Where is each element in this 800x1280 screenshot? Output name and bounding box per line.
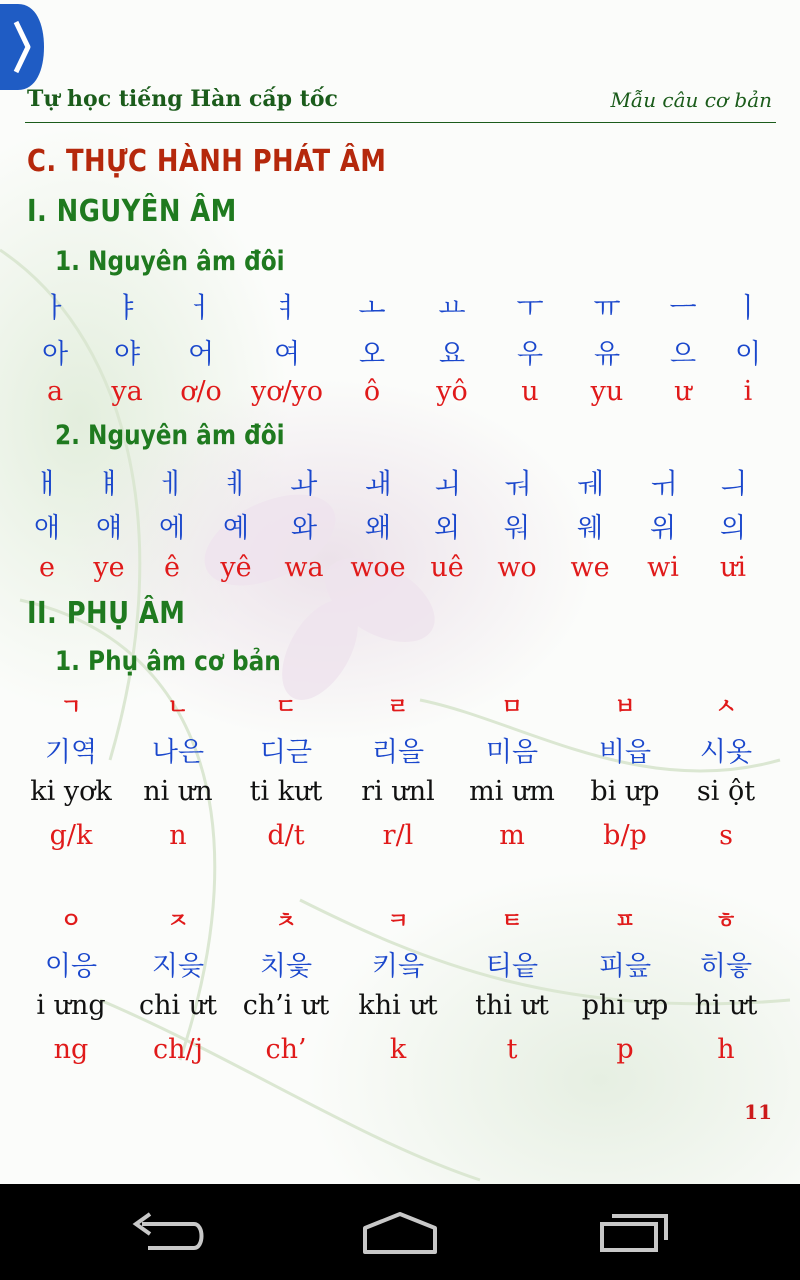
vowel-syllable: 에 (158, 513, 186, 544)
consonant-sound: h (717, 1034, 735, 1065)
consonant-jamo: ㅅ (715, 695, 737, 720)
vowel-jamo: ㅚ (433, 467, 461, 500)
consonant-jamo: ㅂ (614, 695, 636, 720)
consonant-sound: p (616, 1034, 634, 1065)
consonant-name: 미음 (485, 737, 539, 768)
consonant-reading: bi ưp (590, 776, 660, 807)
vowel-syllable: 웨 (576, 513, 604, 544)
android-navigation-bar (0, 1184, 800, 1280)
vowel-romanization: ơ/o (180, 376, 222, 407)
vowel-syllable: 의 (719, 513, 747, 544)
consonant-reading: phi ưp (581, 990, 669, 1021)
consonant-name: 비읍 (598, 737, 652, 768)
vowel-jamo: ㅠ (593, 291, 621, 324)
vowel-syllable: 왜 (364, 513, 392, 544)
vowel-syllable: 워 (503, 513, 531, 544)
book-title: Tự học tiếng Hàn cấp tốc (27, 86, 338, 112)
vowel-jamo: ㅓ (187, 291, 215, 324)
subheading-vowels-2: 2. Nguyên âm đôi (55, 420, 285, 451)
consonant-name: 나은 (151, 737, 205, 768)
consonant-reading: hi ưt (694, 990, 758, 1021)
consonant-name: 디귿 (259, 737, 313, 768)
vowel-romanization: yê (220, 552, 252, 583)
consonant-name: 치읓 (259, 951, 313, 982)
vowel-syllable: 위 (649, 513, 677, 544)
section-heading-practice: C. THỰC HÀNH PHÁT ÂM (27, 144, 387, 179)
consonant-reading: ri ưnl (361, 776, 435, 807)
home-icon[interactable] (345, 1202, 455, 1262)
vowel-syllable: 예 (222, 513, 250, 544)
consonant-reading: ch’i ưt (242, 990, 330, 1021)
consonant-sound: g/k (49, 820, 93, 851)
recent-apps-icon[interactable] (580, 1202, 690, 1262)
consonant-name: 티읕 (485, 951, 539, 982)
consonant-sound: r/l (382, 820, 414, 851)
vowel-romanization: yô (436, 376, 468, 407)
vowel-jamo: ㅝ (503, 467, 531, 500)
consonant-name: 기역 (44, 737, 98, 768)
consonant-sound: ch’ (265, 1034, 307, 1065)
consonant-jamo: ㄱ (60, 695, 82, 720)
consonant-reading: thi ưt (475, 990, 549, 1021)
vowel-syllable: 얘 (95, 513, 123, 544)
vowel-syllable: 어 (187, 339, 215, 370)
chapter-title: Mẫu câu cơ bản (610, 88, 772, 112)
consonant-reading: ki yơk (30, 776, 112, 807)
vowel-romanization: wi (647, 552, 679, 583)
page-number: 11 (744, 1100, 772, 1124)
consonant-name: 이응 (44, 951, 98, 982)
consonant-reading: chi ưt (139, 990, 217, 1021)
consonant-jamo: ㅌ (501, 909, 523, 934)
vowel-romanization: yơ/yo (250, 376, 324, 407)
consonant-name: 키읔 (371, 951, 425, 982)
consonant-jamo: ㅈ (167, 909, 189, 934)
vowel-syllable: 오 (358, 339, 386, 370)
vowel-jamo: ㅢ (719, 467, 747, 500)
consonant-jamo: ㄷ (275, 695, 297, 720)
vowel-syllable: 이 (734, 339, 762, 370)
section-heading-vowels: I. NGUYÊN ÂM (27, 194, 237, 229)
vowel-syllable: 외 (433, 513, 461, 544)
vowel-syllable: 야 (113, 339, 141, 370)
consonant-sound: ch/j (153, 1034, 203, 1065)
vowel-syllable: 우 (516, 339, 544, 370)
consonant-sound: b/p (603, 820, 647, 851)
vowel-jamo: ㅙ (364, 467, 392, 500)
consonant-jamo: ㄹ (387, 695, 409, 720)
vowel-romanization: wa (284, 552, 324, 583)
vowel-romanization: u (521, 376, 539, 407)
vowel-syllable: 유 (593, 339, 621, 370)
consonant-sound: m (499, 820, 525, 851)
back-icon[interactable] (112, 1202, 222, 1262)
consonant-reading: si ột (696, 776, 756, 807)
consonant-sound: t (506, 1034, 518, 1065)
subheading-vowels-1: 1. Nguyên âm đôi (55, 246, 285, 277)
vowel-jamo: ㅞ (576, 467, 604, 500)
consonant-reading: i ưng (36, 990, 106, 1021)
consonant-reading: ti kưt (249, 776, 323, 807)
vowel-syllable: 요 (438, 339, 466, 370)
consonant-jamo: ㅍ (614, 909, 636, 934)
vowel-jamo: ㅟ (649, 467, 677, 500)
vowel-jamo: ㅕ (273, 291, 301, 324)
consonant-name: 히읗 (699, 951, 753, 982)
vowel-romanization: ưi (719, 552, 747, 583)
vowel-jamo: ㅏ (41, 291, 69, 324)
vowel-jamo: ㅗ (358, 291, 386, 324)
vowel-romanization: ye (93, 552, 125, 583)
consonant-name: 피읖 (598, 951, 652, 982)
consonant-sound: d/t (267, 820, 305, 851)
consonant-jamo: ㅇ (60, 909, 82, 934)
vowel-romanization: ê (164, 552, 180, 583)
vowel-romanization: a (46, 376, 64, 407)
vowel-jamo: ㅐ (33, 467, 61, 500)
vowel-romanization: ô (363, 376, 381, 407)
vowel-jamo: ㅡ (669, 291, 697, 324)
consonant-sound: k (389, 1034, 407, 1065)
vowel-jamo: ㅛ (438, 291, 466, 324)
consonant-name: 시옷 (699, 737, 753, 768)
vowel-syllable: 애 (33, 513, 61, 544)
vowel-romanization: ya (111, 376, 143, 407)
vowel-romanization: yu (590, 376, 624, 407)
consonant-reading: khi ưt (358, 990, 438, 1021)
consonant-name: 지읒 (151, 951, 205, 982)
vowel-syllable: 와 (290, 513, 318, 544)
consonant-reading: ni ưn (143, 776, 213, 807)
header-divider (25, 122, 776, 123)
vowel-syllable: 으 (669, 339, 697, 370)
subheading-consonants: 1. Phụ âm cơ bản (55, 646, 281, 677)
consonant-reading: mi ưm (469, 776, 555, 807)
vowel-jamo: ㅘ (290, 467, 318, 500)
vowel-jamo: ㅔ (158, 467, 186, 500)
vowel-romanization: we (570, 552, 610, 583)
consonant-jamo: ㅎ (715, 909, 737, 934)
section-heading-consonants: II. PHỤ ÂM (27, 596, 186, 631)
consonant-jamo: ㅊ (275, 909, 297, 934)
consonant-sound: ng (53, 1034, 89, 1065)
vowel-jamo: ㅒ (95, 467, 123, 500)
vowel-syllable: 아 (41, 339, 69, 370)
consonant-sound: s (719, 820, 733, 851)
vowel-romanization: wo (497, 552, 537, 583)
consonant-sound: n (169, 820, 187, 851)
consonant-jamo: ㅁ (501, 695, 523, 720)
consonant-name: 리을 (371, 737, 425, 768)
vowel-romanization: uê (430, 552, 464, 583)
vowel-jamo: ㅖ (222, 467, 250, 500)
consonant-jamo: ㄴ (167, 695, 189, 720)
vowel-jamo: ㅣ (734, 291, 762, 324)
vowel-romanization: i (743, 376, 753, 407)
consonant-jamo: ㅋ (387, 909, 409, 934)
vowel-romanization: e (39, 552, 55, 583)
vowel-syllable: 여 (273, 339, 301, 370)
vowel-romanization: woe (350, 552, 406, 583)
vowel-jamo: ㅑ (113, 291, 141, 324)
vowel-romanization: ư (674, 376, 692, 407)
vowel-jamo: ㅜ (516, 291, 544, 324)
previous-page-tab[interactable] (0, 4, 44, 90)
